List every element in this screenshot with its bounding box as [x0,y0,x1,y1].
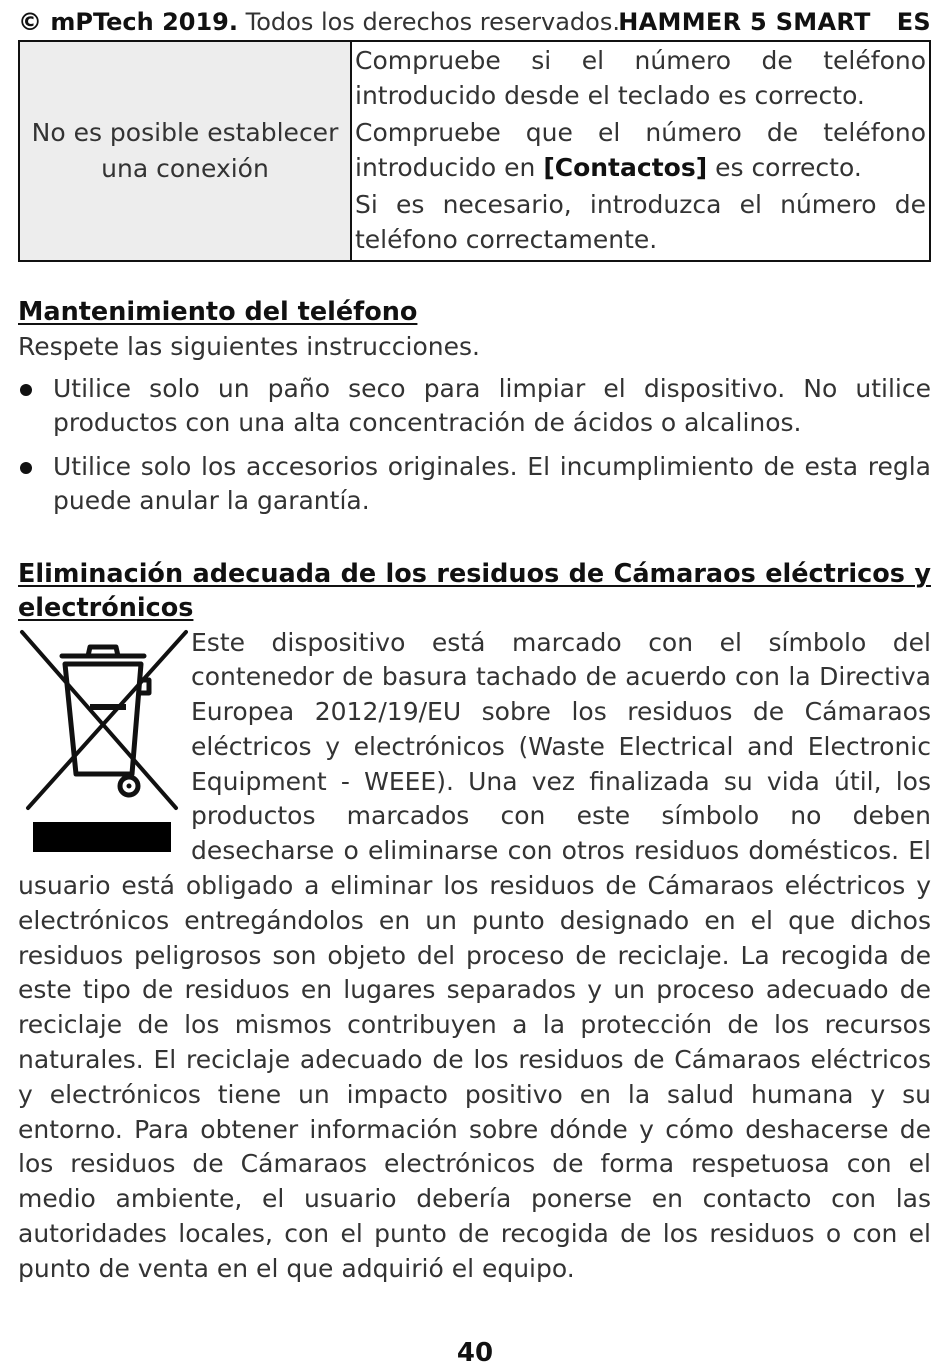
model-name: HAMMER 5 SMART [618,8,871,36]
language-code: ES [896,8,931,36]
manual-page [18,0,931,1287]
contacts-label: [Contactos] [543,152,708,182]
weee-crossed-bin-icon [18,626,188,851]
solution-2: Compruebe que el número de teléfono introducido en [Contactos] es correcto. [355,118,926,182]
solution-1: Compruebe si el número de teléfono introducido desde el teclado es correcto. [355,46,926,110]
header-right [618,0,931,44]
weee-black-bar [33,822,171,852]
list-item: Utilice solo los accesorios originales. El incumplimiento de esta regla puede anular la garantía. [18,450,931,519]
maintenance-heading: Mantenimiento del teléfono [18,297,418,327]
bullet-icon [20,384,32,396]
solution-3: Si es necesario, introduzca el número de teléfono correctamente. [355,190,926,254]
copyright-mark: © mPTech 2019. [18,8,238,36]
disposal-heading: Eliminación adecuada de los residuos de Cámaraos eléctricos y electrónicos [18,558,931,623]
copyright-text: Todos los derechos reservados. [245,8,620,36]
disposal-text: Este dispositivo está marcado con el símbolo del contenedor de basura tachado de acuerdo con la Directiva Europea 2012/19/EU sobre los residuos de Cámaraos eléctricos y electrónicos (Waste Electrical and Electronic Equipment - WEEE). Una vez finalizada su vida útil, los productos marcados con este símbolo no deben desecharse o eliminarse con otros residuos domésticos. El usuario está obligado a eliminar los residuos de Cámaraos eléctricos y electrónicos entregándolos en un punto designado en el que dichos residuos peligrosos son objeto del proceso de reciclaje. La recogida de este tipo de residuos en lugares separados y un proceso adecuado de reciclaje de los mismos contribuyen a la protección de los recursos naturales. El reciclaje adecuado de los residuos de Cámaraos eléctricos y electrónicos tiene un impacto positivo en la salud humana y su entorno. Para obtener información sobre dónde y cómo deshacerse de los residuos de Cámaraos electrónicos de forma respetuosa con el medio ambiente, el usuario debería ponerse en contacto con las autoridades locales, con el punto de recogida de los residuos o con el punto de venta en el que adquirió el equipo. [18,627,931,1283]
troubleshooting-table [18,40,931,262]
solution-cell [351,41,930,261]
table-row [19,41,930,261]
page-header [18,0,931,40]
problem-cell: No es posible establecer una conexión [19,41,351,261]
crossed-out-wheelie-bin-icon [18,628,188,818]
maintenance-intro: Respete las siguientes instrucciones. [18,331,480,361]
list-item: Utilice solo un paño seco para limpiar el dispositivo. No utilice productos con una alta concentración de ácidos o alcalinos. [18,372,931,441]
bullet-icon [20,462,32,474]
maintenance-list [18,372,931,519]
page-number: 40 [456,1338,494,1368]
